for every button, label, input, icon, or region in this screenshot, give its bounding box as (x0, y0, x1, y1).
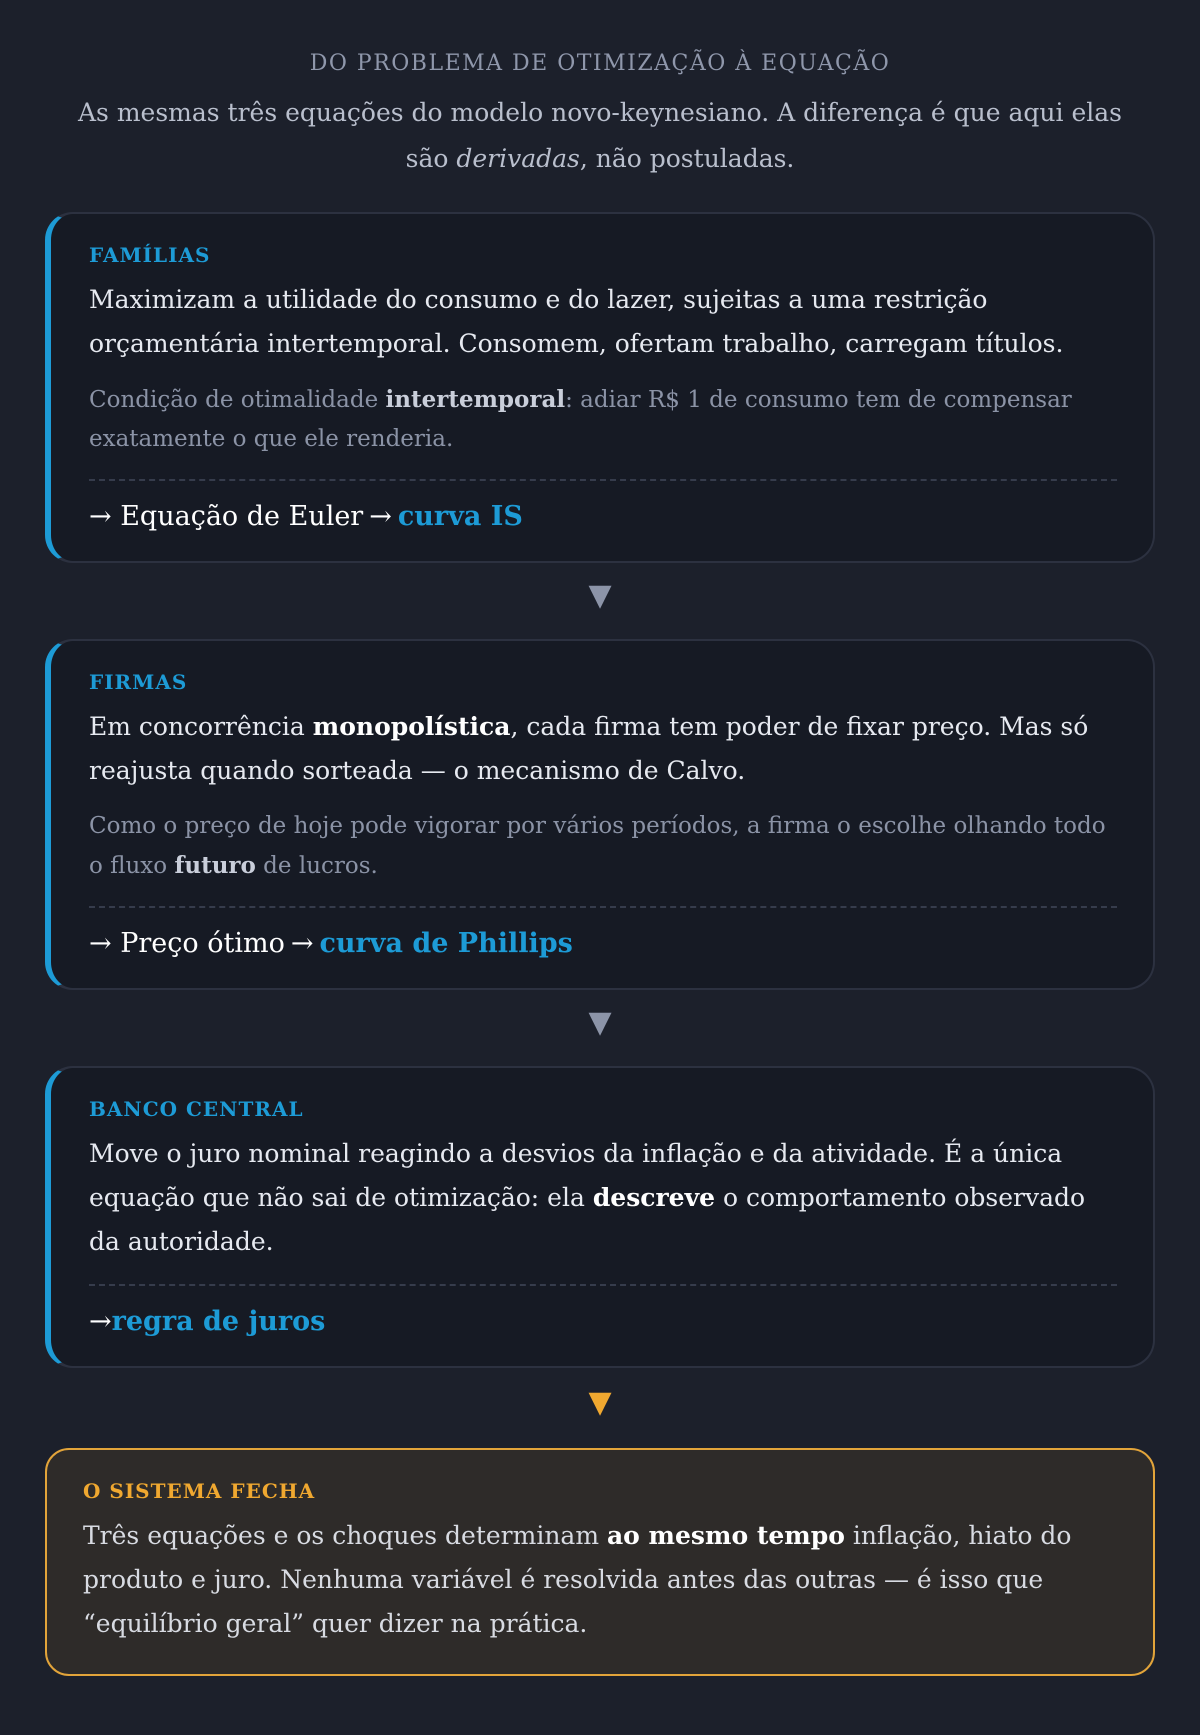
body-text-b: o comportamento observado da autoridade. (89, 1183, 1086, 1256)
card-result (89, 1304, 1117, 1340)
right-arrow-icon: → (369, 501, 392, 532)
card-title: O SISTEMA FECHA (83, 1479, 316, 1503)
card-familias (45, 212, 1155, 563)
card-note (89, 380, 1117, 459)
note-text-a: Como o preço de hoje pode vigorar por vários períodos, a firma o escolhe olhando todo o fluxo (89, 813, 1106, 879)
note-text-b: : adiar R$ 1 de consumo tem de compensar exatamente o que ele renderia. (89, 387, 1072, 452)
note-bold: futuro (174, 852, 256, 879)
card-body: Maximizam a utilidade do consumo e do lazer, sujeitas a uma restrição orçamentária intertemporal. Consomem, ofertam trabalho, carregam títulos. (89, 285, 1064, 358)
card-body (89, 705, 1117, 793)
page (45, 0, 1155, 1676)
body-text-b: inflação, hiato do produto e juro. Nenhuma variável é resolvida antes das outras — é isso que “equilíbrio geral” quer dizer na prática. (83, 1521, 1072, 1638)
card-title: BANCO CENTRAL (89, 1097, 304, 1121)
down-arrow-icon: ▼ (588, 1385, 612, 1420)
card-result (89, 499, 1117, 535)
result-target: curva IS (397, 501, 523, 532)
result-source: Equação de Euler (120, 501, 364, 532)
right-arrow-icon: → (89, 928, 112, 959)
result-target: curva de Phillips (319, 928, 573, 959)
body-text-b: , cada firma tem poder de fixar preço. Mas só reajusta quando sorteada — o mecanismo de Calvo. (89, 712, 1089, 785)
card-firmas (45, 639, 1155, 990)
note-text-a: Condição de otimalidade (89, 387, 386, 413)
note-text-b: de lucros. (255, 853, 378, 879)
down-arrow-icon: ▼ (588, 1005, 612, 1040)
body-text-a: Três equações e os choques determinam (83, 1521, 607, 1550)
down-arrow-icon: ▼ (588, 578, 612, 613)
card-body (89, 1132, 1117, 1264)
intro-text-b: , não postuladas. (579, 144, 795, 173)
result-source: Preço ótimo (120, 928, 285, 959)
right-arrow-icon: → (89, 501, 112, 532)
card-sistema-fecha (45, 1448, 1155, 1676)
intro-emphasis: derivadas (456, 144, 580, 173)
right-arrow-icon: → (290, 928, 314, 959)
page-overline: DO PROBLEMA DE OTIMIZAÇÃO À EQUAÇÃO (309, 51, 891, 76)
page-intro (53, 90, 1147, 182)
card-divider (89, 1284, 1117, 1286)
intro-text-a: As mesmas três equações do modelo novo-keynesiano. A diferença é que aqui elas são (78, 98, 1122, 173)
card-divider (89, 906, 1117, 908)
result-target: regra de juros (111, 1306, 326, 1337)
note-bold: intertemporal (385, 386, 566, 413)
body-text-a: Move o juro nominal reagindo a desvios da inflação e da atividade. É a única equação que não sai de otimização: ela (89, 1139, 1063, 1212)
card-divider (89, 479, 1117, 481)
right-arrow-icon: → (89, 1306, 112, 1337)
card-title: FIRMAS (89, 670, 188, 694)
card-note (89, 807, 1117, 886)
card-result (89, 926, 1117, 962)
body-bold: monopolística (312, 712, 511, 741)
card-body (83, 1514, 1117, 1646)
body-text-a: Em concorrência (89, 712, 313, 741)
body-bold: ao mesmo tempo (606, 1521, 845, 1550)
card-title: FAMÍLIAS (89, 243, 211, 267)
body-bold: descreve (592, 1183, 716, 1212)
card-banco-central (45, 1066, 1155, 1368)
